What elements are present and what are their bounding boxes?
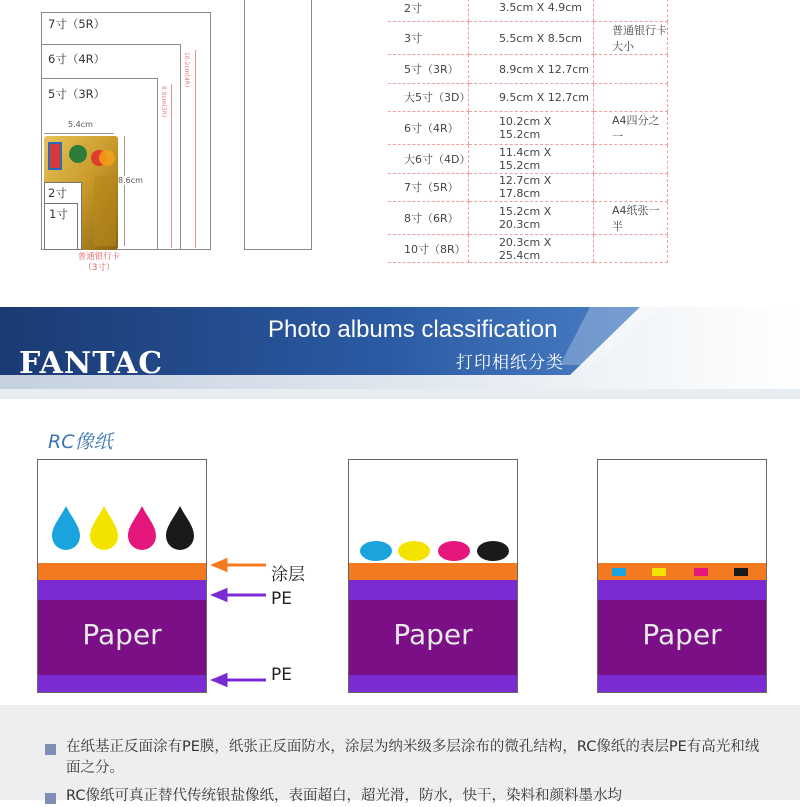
size-table-row (388, 83, 668, 111)
size-table (388, 0, 668, 263)
size-name-cell: 6寸（4R） (388, 112, 468, 145)
size-note-cell (594, 145, 668, 173)
pe-top-label: PE (271, 589, 292, 609)
rc-heading: RC像纸 (48, 431, 113, 453)
size-name-cell: 5寸（3R） (388, 55, 468, 83)
yellow-ink-square (652, 568, 666, 576)
pe-layer-top (349, 580, 517, 600)
black-ink-drop (166, 506, 194, 550)
paper-label: Paper (642, 618, 722, 651)
size-note-cell (594, 234, 668, 262)
size-table-row (388, 0, 668, 22)
size-dimension-cell: 5.5cm X 8.5cm (468, 22, 593, 55)
size-table-row (388, 55, 668, 83)
magenta-ink-dot (438, 541, 470, 561)
coating-arrow-icon (214, 560, 266, 570)
brand-logo: FANTAC (19, 346, 164, 381)
card-caption-line2: （3寸） (83, 263, 115, 273)
size-label-6r: 6寸（4R） (48, 52, 106, 66)
cyan-ink-drop (52, 506, 80, 550)
size-name-cell: 7寸（5R） (388, 173, 468, 201)
size-note-cell: 普通银行卡大小 (594, 22, 668, 55)
size-note-cell (594, 83, 668, 111)
size-table-row (388, 201, 668, 234)
height-marker (124, 136, 125, 246)
description-paragraph-2: RC像纸可真正替代传统银盐像纸，表面超白，超光滑，防水，快干，染料和颜料墨水均 (66, 788, 622, 804)
pe-bottom-label: PE (271, 665, 292, 685)
coating-layer (598, 563, 766, 580)
pe-top-arrow-icon (214, 590, 266, 600)
yellow-ink-dot (398, 541, 430, 561)
pe-bottom-arrow-icon (214, 675, 266, 685)
width-marker (44, 133, 114, 134)
size-name-cell: 大5寸（3D） (388, 83, 468, 111)
ink-dots (359, 540, 511, 564)
coating-layer (38, 563, 206, 580)
pe-layer-bottom (349, 675, 517, 692)
paper-label: Paper (393, 618, 473, 651)
dimension-line (195, 50, 196, 248)
size-name-cell: 大6寸（4D） (388, 145, 468, 173)
card-width-text: 5.4cm (68, 120, 93, 129)
magenta-ink-square (694, 568, 708, 576)
size-name-cell: 2寸 (388, 0, 468, 22)
pe-layer-bottom (38, 675, 206, 692)
size-note-cell: A4四分之一 (594, 112, 668, 145)
paper-layer (349, 600, 517, 675)
banner-title-cn: 打印相纸分类 (456, 353, 564, 373)
dimension-line (171, 84, 172, 248)
size-dimension-cell: 12.7cm X 17.8cm (468, 173, 593, 201)
pe-layer-top (38, 580, 206, 600)
bullet-icon (45, 744, 56, 755)
size-dimension-cell: 15.2cm X 20.3cm (468, 201, 593, 234)
size-name-cell: 10寸（8R） (388, 234, 468, 262)
size-label-2inch: 2寸 (48, 186, 67, 200)
card-height-text: 8.6cm (118, 176, 143, 185)
size-frame-10r (244, 0, 312, 250)
cyan-ink-dot (360, 541, 392, 561)
pe-layer-top (598, 580, 766, 600)
dimension-text: 8.9cm(3R) (160, 86, 167, 118)
dimension-text: 10.2cm(4R) (183, 52, 190, 88)
card-caption (64, 252, 134, 274)
size-note-cell (594, 0, 668, 22)
black-ink-square (734, 568, 748, 576)
card-caption-line1: 普通银行卡 (77, 252, 121, 262)
rc-panel-droplets (37, 459, 207, 693)
size-label-1inch: 1寸 (49, 207, 68, 221)
magenta-ink-drop (128, 506, 156, 550)
size-dimension-cell: 8.9cm X 12.7cm (468, 55, 593, 83)
size-table-row (388, 22, 668, 55)
size-dimension-cell: 11.4cm X 15.2cm (468, 145, 593, 173)
size-table-row (388, 173, 668, 201)
size-name-cell: 8寸（6R） (388, 201, 468, 234)
coating-layer (349, 563, 517, 580)
size-table-row (388, 145, 668, 173)
size-name-cell: 3寸 (388, 22, 468, 55)
paper-label: Paper (82, 618, 162, 651)
paper-layer (38, 600, 206, 675)
size-dimension-cell: 10.2cm X 15.2cm (468, 112, 593, 145)
size-frame-1inch (44, 203, 78, 250)
bullet-icon (45, 793, 56, 804)
size-dimension-cell: 9.5cm X 12.7cm (468, 83, 593, 111)
cyan-ink-square (612, 568, 626, 576)
size-label-7r: 7寸（5R） (48, 17, 106, 31)
size-label-5r: 5寸（3R） (48, 87, 106, 101)
size-dimension-cell: 20.3cm X 25.4cm (468, 234, 593, 262)
layer-arrows (210, 556, 270, 696)
pe-layer-bottom (598, 675, 766, 692)
ink-droplets (46, 504, 198, 554)
rc-panel-absorbing (348, 459, 518, 693)
size-note-cell (594, 173, 668, 201)
banner-title-en: Photo albums classification (268, 316, 558, 343)
rc-panel-absorbed (597, 459, 767, 693)
coating-label: 涂层 (271, 565, 305, 585)
yellow-ink-drop (90, 506, 118, 550)
size-dimension-cell: 3.5cm X 4.9cm (468, 0, 593, 22)
size-table-row (388, 234, 668, 262)
paper-layer (598, 600, 766, 675)
description-paragraph-1: 在纸基正反面涂有PE膜，纸张正反面防水，涂层为纳米级多层涂布的微孔结构，RC像纸的表层PE有高光和绒面之分。 (66, 739, 760, 776)
size-note-cell (594, 55, 668, 83)
size-note-cell: A4纸张一半 (594, 201, 668, 234)
size-table-row (388, 112, 668, 145)
black-ink-dot (477, 541, 509, 561)
